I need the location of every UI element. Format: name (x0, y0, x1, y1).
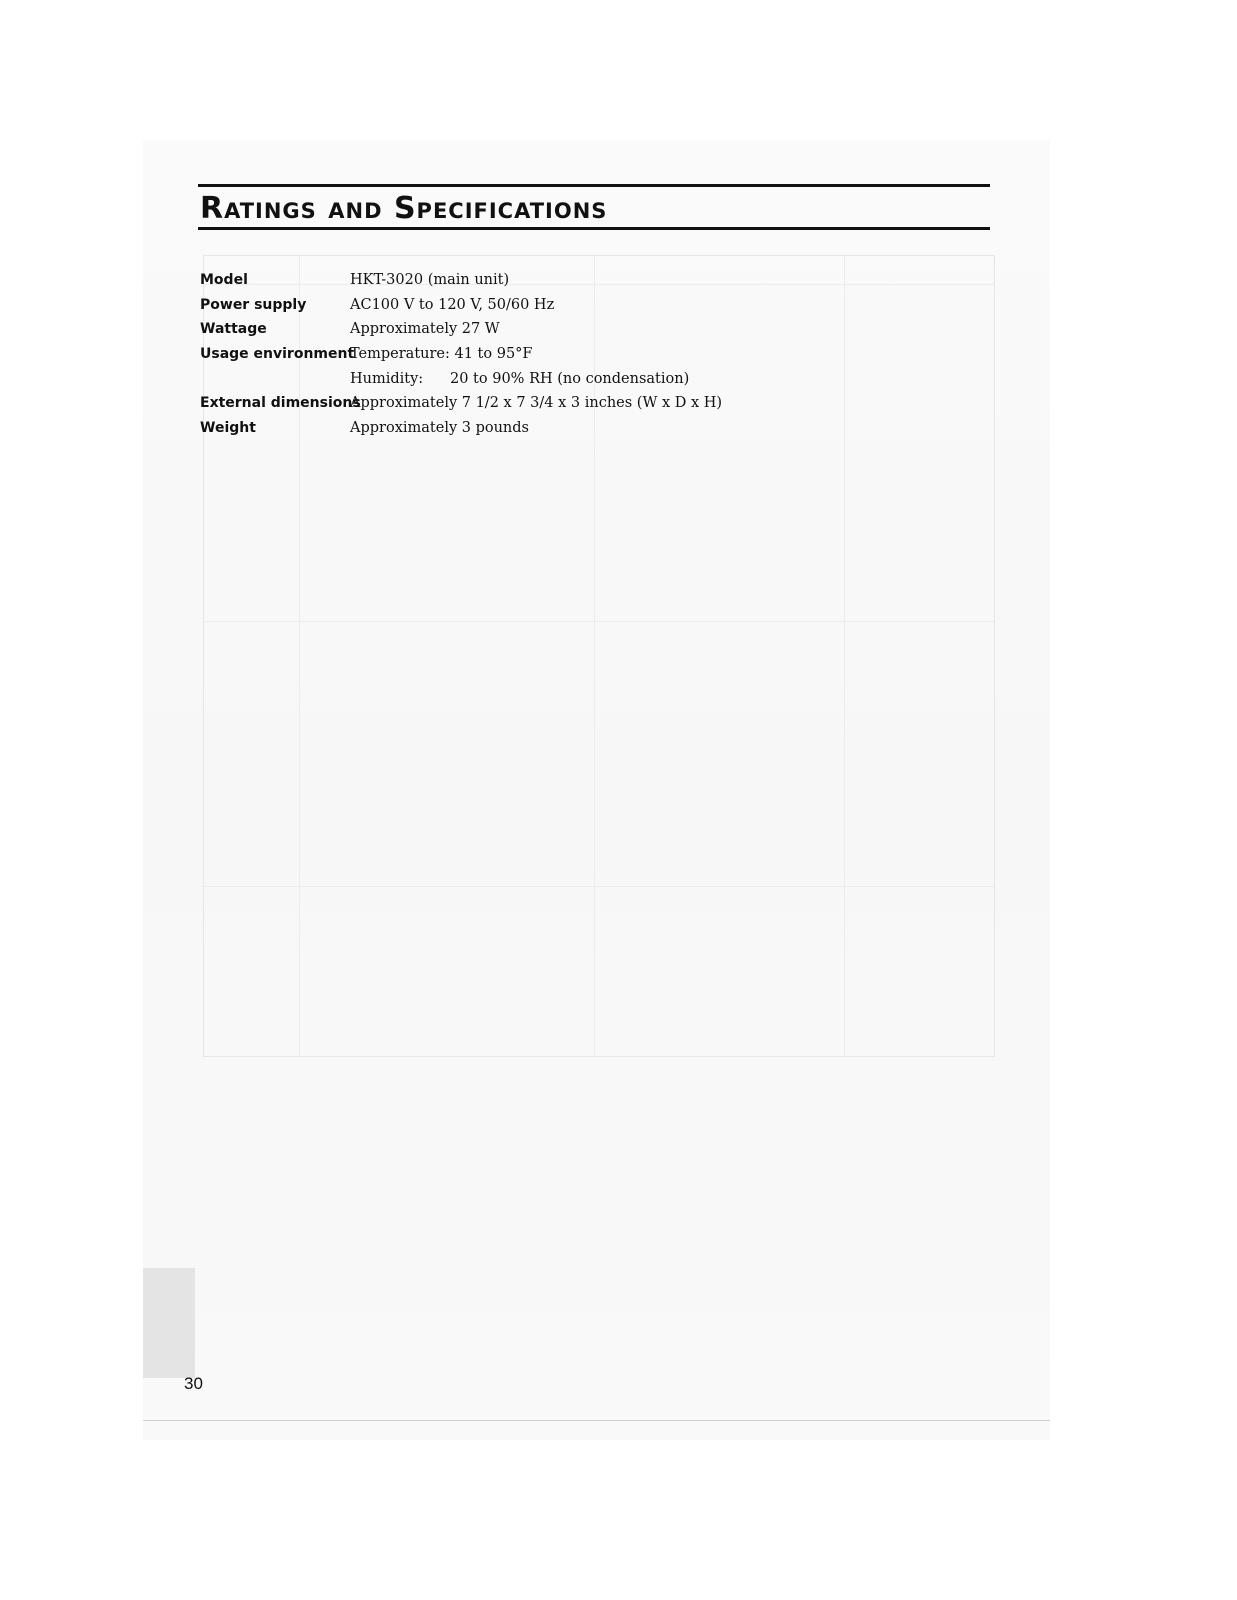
spec-row-wattage (200, 317, 760, 342)
spec-value: Approximately 7 1/2 x 7 3/4 x 3 inches (W x D x H) (350, 395, 723, 412)
spec-sub-key: Humidity: (350, 370, 424, 387)
spec-sub-value: 20 to 90% RH (no condensation) (450, 370, 690, 387)
title-rule-bottom (198, 227, 990, 230)
spec-row-model (200, 268, 760, 293)
spec-value: HKT-3020 (main unit) (350, 272, 510, 289)
spec-value (350, 370, 760, 388)
spec-label: Usage environment (200, 346, 355, 363)
spec-row-usage-environment (200, 342, 760, 367)
bottom-rule (143, 1420, 1050, 1421)
spec-label: Weight (200, 419, 256, 436)
bleed-row-line (204, 886, 994, 887)
spec-row-humidity (200, 366, 760, 391)
spec-row-external-dimensions (200, 391, 760, 416)
spec-label: Wattage (200, 321, 267, 338)
specifications-list (200, 268, 760, 440)
spec-value: Approximately 27 W (350, 321, 500, 338)
spec-label: Model (200, 272, 248, 289)
spec-value: Temperature: 41 to 95°F (350, 346, 533, 363)
page-title: Ratings and Specifications (200, 191, 608, 226)
spec-label: External dimensions (200, 395, 361, 412)
page-edge-tab (143, 1268, 195, 1378)
bleed-row-line (204, 621, 994, 622)
spec-value: AC100 V to 120 V, 50/60 Hz (350, 296, 555, 313)
spec-row-power-supply (200, 293, 760, 318)
title-rule-top (198, 184, 990, 187)
bleed-column-line (844, 256, 845, 1056)
spec-row-weight (200, 416, 760, 441)
spec-value: Approximately 3 pounds (350, 419, 529, 436)
page-number: 30 (184, 1374, 203, 1393)
spec-label: Power supply (200, 296, 307, 313)
